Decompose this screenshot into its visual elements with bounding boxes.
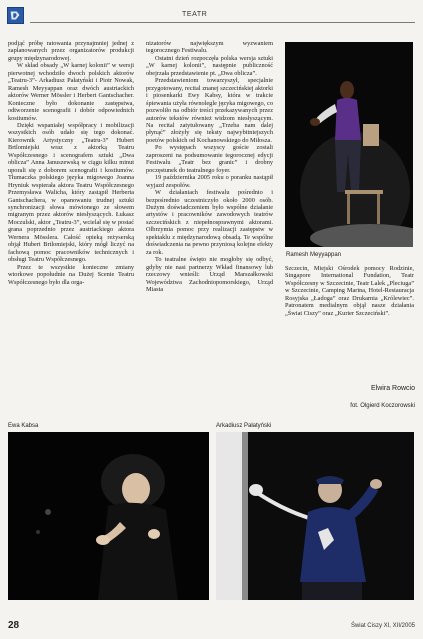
paragraph: Przedstawieniom towarzyszył, specjalnie przygotowany, recital znanej szczecińskiej aktorki i piosenkarki Ewy Kabsy, która w trakcie śpiewania użyła równolegle języka migowego, co pozwoliło na odbiór treści przekazywanych przez autorów tekstów również widzom niesłyszącym. Na recital zatytułowany „Trzeba nam dalej płynąć” złożyły się teksty najwybitniejszych poetów polskich od Kochanowskiego do Miłosza. bbox=[146, 77, 273, 144]
photo-credit: fot. Olgierd Koczorowski bbox=[350, 403, 415, 409]
paragraph: Szczecin, Miejski Ośrodek pomocy Rodzinie, Singapore International Fundation, Teatr Współczesny w Szczecinie, Teatr Lalek „Pleciuga” w Szczecinie, Camping Marina, Hotel-Restauracja Rosyjska „Ładoga” oraz Drukarnia „Królewiec”. Patronatem medialnym objął nasze działania „Świat Ciszy” oraz „Kurier Szczeciński”. bbox=[285, 265, 414, 317]
article-column-2 bbox=[146, 40, 273, 293]
paragraph: Po występach wszyscy goście zostali zaproszeni na podsumowanie tegorocznej edycji Festiwalu „Teatr bez granic” i drobny poczęstunek do teatralnego foyer. bbox=[146, 144, 273, 174]
photo-ramesh-meyyappan bbox=[285, 42, 413, 247]
paragraph: 19 października 2005 roku o poranku nastąpił wyjazd zespołów. bbox=[146, 174, 273, 189]
paragraph: Dzięki wspaniałej współpracy i mobilizacji wszystkich osób udało się tego dokonać. Kierownik Artystyczny „Teatru-3” Hubert Brtlomiejski wraz z aktorką Teatru Współczesnego i scenografem sztuki „Dwa oblicza” Anna Januszewską w ciągu kilku minut uporali się z doborem scenografii i kostiumów. Tłumaczka polskiego języka migowego Joanna Hryniuk wspierała aktora Teatru Współczesnego Przemysława Walicha, który zastąpił Herberta Gantschachera, w opanowaniu trudnej sztuki synchronizacji słowa mówionego ze słowem migranym przez aktorów niesłyszących. Łukasz Moczulski, aktor „Teatru-3”, wcielał się w postać grana poprzednio przez austriackiego aktora Wernera Mösslera. Całość opieką reżyserską objął Hubert Brtlomiejski, który mógł liczyć na fachową pomoc pracowników technicznych i obsługi Teatru Współczesnego. bbox=[8, 121, 134, 264]
page-number: 28 bbox=[8, 620, 20, 631]
photo-caption-main: Ramesh Meyyappan bbox=[286, 252, 342, 258]
paragraph: podjąć próbę ratowania przynajmniej jednej z zaplanowanych przez organizatorów produkcji grupy międzynarodowej. bbox=[8, 40, 134, 62]
paragraph: W działaniach festiwalu pośrednio i bezpośrednio uczestniczyło około 2000 osób. Dużym doświadczeniem było wspólne działanie artystów i pracowników zawodowych teatrów szczecińskich z niepełnosprawnymi aktorami. Olbrzymia pomoc przy realizacji zastępstw w spektaklu z międzynarodową obsadą. Te wspólne doświadczenia na pewno przyniosą kolejne efekty za rok. bbox=[146, 189, 273, 256]
section-label: TEATR bbox=[182, 11, 208, 18]
header-divider bbox=[30, 22, 415, 23]
photo-caption-bottom-left: Ewa Kabsa bbox=[8, 423, 39, 429]
article-column-3 bbox=[285, 265, 414, 317]
paragraph: Przez te wszystkie konieczne zmiany wtorkowe popołudnie na Dużej Scenie Teatru Współczesnego było dla orga- bbox=[8, 263, 134, 286]
article-column-1 bbox=[8, 40, 134, 286]
paragraph: Ostatni dzień rozpoczęła polska wersja sztuki „W karnej kolonii”, następnie publiczność obejrzała przedstawienie pt. „Dwa oblicza”. bbox=[146, 54, 273, 77]
photo-ewa-kabsa bbox=[8, 432, 209, 600]
paragraph: W skład obsady „W karnej kolonii” w wersji pierwotnej wchodziło dwoch polskich aktorów „Teatru-3”- Arkadiusz Pałatyński i Piotr Nowak, Ramesh Meyyappan oraz dwóch austriackich aktorów Werner Mössler i Herbert Gantschacher. Konieczne było dokonanie zastępstwa, odtworzenie scenografii i dobór odpowiednich kostiumów. bbox=[8, 62, 134, 122]
magazine-footer: Świat Ciszy XI, XII/2005 bbox=[350, 623, 415, 629]
author-signature: Elwira Rowcio bbox=[371, 385, 415, 392]
photo-caption-bottom-right: Arkadiusz Pałatyński bbox=[216, 423, 272, 429]
magazine-logo-icon bbox=[7, 7, 24, 24]
paragraph: To teatralne święto nie mogłoby się odbyć, gdyby nie nasi partnerzy Wkład finansowy lub rzeczowy wnieśli: Urząd Marszałkowski Województwa Zachodniopomorskiego, Urząd Miasta bbox=[146, 256, 273, 293]
photo-arkadiusz-palatynski bbox=[216, 432, 414, 600]
paragraph: nizatorów największym wyzwaniem tegorocznego Festiwalu. bbox=[146, 40, 273, 55]
